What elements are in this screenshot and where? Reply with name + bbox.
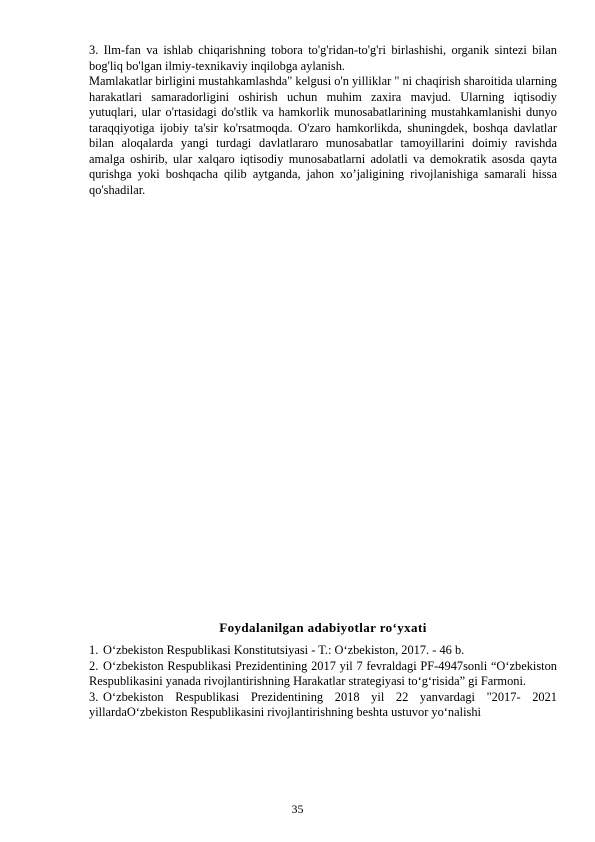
body-paragraph-2: Mamlakatlar birligini mustahkamlashda" kelgusi o'n yilliklar " ni chaqirish sharoitida ularning harakatlari samaradorligini oshirish uchun muhim zaxira mavjud. Ularning iqtisodiy yutuqlari, ular o'rtasidagi do'stlik va hamkorlik munosabatlarining mustahkamlanishi dunyo taraqqiyotiga ijobiy ta'sir ko'rsatmoqda. O'zaro hamkorlikda, shuningdek, boshqa davlatlar bilan aloqalarda yangi turdagi davlatlararo munosabatlar tamoyillarini doimiy ravishda amalga oshirib, ular xalqaro iqtisodiy munosabatlarni adolatli va demokratik asosda qayta qurishga yoki boshqacha qilib aytganda, jahon xo’jaligining rivojlanishiga samarali hissa qo'shadilar. — [89, 74, 557, 197]
reference-text: O‘zbekiston Respublikasi Konstitutsiyasi - T.: O‘zbekiston, 2017. - 46 b. — [103, 643, 465, 657]
reference-text: O‘zbekiston Respublikasi Prezidentining 2017 yil 7 fevraldagi PF-4947sonli “O‘zbekiston Respublikasini yanada rivojlantirishning Harakatlar strategiyasi to‘g‘risida” gi Farmoni. — [89, 658, 557, 688]
reference-item-1 — [89, 643, 557, 659]
references-list — [89, 643, 557, 721]
page-number: 35 — [291, 802, 304, 816]
references-heading: Foydalanilgan adabiyotlar ro‘yxati — [219, 620, 427, 635]
reference-number: 1. — [89, 643, 99, 657]
body-paragraph-1: 3. Ilm-fan va ishlab chiqarishning tobora to'g'ridan-to'g'ri birlashishi, organik sintezi bilan bog'liq bo'lgan ilmiy-texnikaviy inqilobga aylanish. — [89, 43, 557, 73]
reference-number: 2. — [89, 658, 99, 673]
reference-number: 3. — [89, 689, 99, 704]
reference-item-3 — [89, 690, 557, 721]
reference-text: O‘zbekiston Respublikasi Prezidentining 2018 yil 22 yanvardagi "2017- 2021 yillardaO‘zbekiston Respublikasini rivojlantirishning beshta ustuvor yo‘nalishi — [89, 689, 557, 719]
reference-item-2 — [89, 659, 557, 690]
